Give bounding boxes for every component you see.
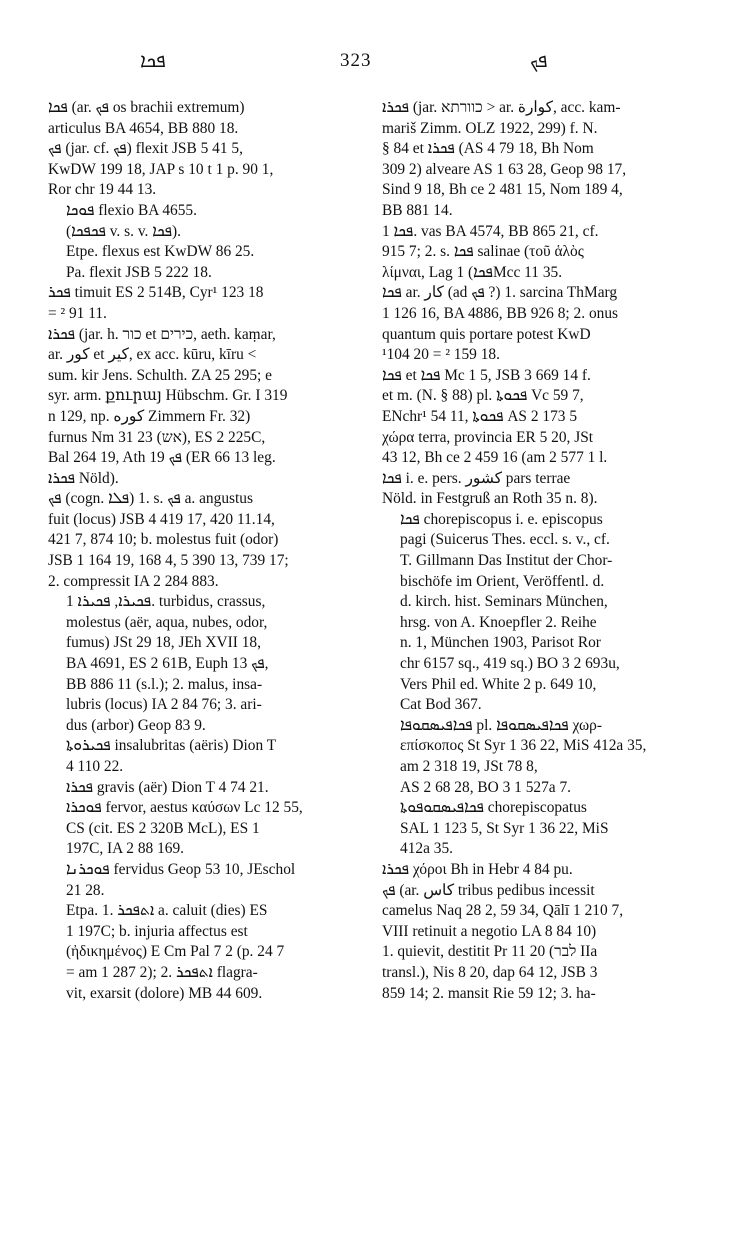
text-line: CS (cit. ES 2 320B McL), ES 1: [66, 819, 260, 837]
text-line: Cat Bod 367.: [400, 696, 482, 714]
text-line: bischöfe im Orient, Veröffentl. d.: [400, 572, 605, 590]
page-number: 323: [340, 50, 372, 71]
text-line: dus (arbor) Geop 83 9.: [66, 716, 206, 734]
text-line: ܦܟܐ ar. كار (ad ܦܟ ?) 1. sarcina ThMarg: [382, 284, 618, 302]
text-line: = ² 91 11.: [48, 304, 107, 322]
text-line: λίμναι, Lag ܦܟܐ) 1Mcc 11 35.: [382, 263, 563, 281]
text-line: KwDW 199 18, JAP s 10 t 1 p. 90 1,: [48, 160, 274, 178]
text-line: Sind 9 18, Bh ce 2 481 15, Nom 189 4,: [382, 181, 623, 199]
text-line: § 84 et ܦܟܪܐ (AS 4 79 18, Bh Nom: [382, 140, 594, 158]
text-line: BB 886 11 (s.l.); 2. malus, insa-: [66, 675, 263, 693]
text-line: ܦܘܟܪܢܐ fervidus Geop 53 10, JEschol: [66, 860, 296, 878]
text-line: d. kirch. hist. Seminars München,: [400, 593, 608, 611]
text-line: 309 2) alveare AS 1 63 28, Geop 98 17,: [382, 160, 627, 178]
text-line: ܦܟܪ timuit ES 2 514B, Cyr¹ 123 18: [48, 284, 264, 302]
page-header: [0, 50, 750, 80]
text-line: Vers Phil ed. White 2 p. 649 10,: [400, 675, 597, 693]
text-line: Etpe. flexus est KwDW 86 25.: [66, 243, 255, 261]
text-line: ܦܟܐ (ar. ܦܟ os brachii extremum): [48, 99, 245, 116]
text-line: Nöld. in Festgruß an Roth 35 n. 8).: [382, 490, 598, 508]
text-line: BA 4691, ES 2 61B, Euph ܦܟ 13,: [66, 655, 269, 673]
text-line: VIII retinuit a negotio LA 8 84 10): [382, 922, 597, 940]
text-line: et m. (N. § 88) pl. ܦܟܘܬܐ Vc 59 7,: [382, 387, 584, 405]
text-line: 197C, IA 2 88 169.: [66, 840, 184, 858]
text-line: molestus (aër, aqua, nubes, odor,: [66, 613, 268, 631]
text-line: 421 7, 874 10; b. molestus fuit (odor): [48, 531, 279, 549]
text-line: AS 2 68 28, BO 3 1 527a 7.: [400, 778, 572, 796]
text-line: syr. arm. քուրայ Hübschm. Gr. I 319: [48, 387, 288, 405]
text-line: ܦܟܪܐ gravis (aër) Dion T 4 74 21.: [66, 778, 269, 796]
text-line: ܦܘܟܐ flexio BA 4655.: [66, 201, 197, 219]
text-line: fumus) JSt 29 18, JEh XVII 18,: [66, 634, 261, 652]
text-line: Pa. flexit JSB 5 222 18.: [66, 263, 212, 281]
text-line: επίσκοπος St Syr 1 36 22, MiS 412a 35,: [400, 737, 647, 755]
text-line: ܦܟܝܪܐ, ܦܟܝܪܐ 1. turbidus, crassus,: [66, 593, 266, 611]
text-line: BB 881 14.: [382, 201, 453, 219]
text-line: camelus Naq 28 2, 59 34, Qālī 1 210 7,: [382, 902, 624, 920]
text-line: 1 197C; b. injuria affectus est: [66, 922, 248, 940]
text-line: ܦܟܐܦܝܣܩܘܦܐ pl. ܦܟܐܦܝܣܩܘܦܐ χωρ-: [400, 716, 602, 734]
text-line: 1. quievit, destitit Pr 11 20 (לבר IIa: [382, 943, 598, 961]
text-line: χώρα terra, provincia ER 5 20, JSt: [382, 428, 594, 446]
text-line: ܦܘܟܪܐ fervor, aestus καύσων Lc 12 55,: [66, 799, 303, 817]
text-line: 915 7; 2. s. ܦܟܐ salinae (τοῦ ἁλὸς: [382, 243, 584, 261]
text-line: n 129, np. كوره Zimmern Fr. 32): [48, 407, 251, 425]
text-line: 412a 35.: [400, 840, 454, 858]
text-line: ܦܟܐ 1. vas BA 4574, BB 865 21, cf.: [382, 222, 599, 240]
left-column: [48, 98, 366, 1004]
text-line: ܦܟܐ et ܦܟܐ Mc 1 5, JSB 3 669 14 f.: [382, 366, 591, 384]
text-line: n. 1, München 1903, Parisot Ror: [400, 634, 601, 652]
text-line: 2. compressit IA 2 284 883.: [48, 572, 219, 590]
text-line: = am 1 287 2); 2. ܐܬܦܟܪ flagra-: [66, 963, 258, 981]
text-line: fuit (locus) JSB 4 419 17, 420 11.14,: [48, 510, 275, 528]
text-line: furnus Nm 31 23 (אש), ES 2 225C,: [48, 428, 266, 446]
right-column: [382, 98, 704, 1004]
text-line: ܦܟܪܐ (jar. h. כור et כירים, aeth. kaṃar,: [48, 325, 276, 343]
text-line: Ror chr 19 44 13.: [48, 181, 157, 199]
text-line: (ἠδικημένος) E Cm Pal 7 2 (p. 24 7: [66, 943, 285, 961]
text-line: hrsg. von A. Knoepfler 2. Reihe: [400, 613, 597, 631]
text-line: ܦܟܪܐ Nöld).: [48, 469, 119, 487]
text-line: T. Gillmann Das Institut der Chor-: [400, 552, 613, 570]
text-line: ܦܟ (cogn. ܦܠܐ) 1. s. ܦܟ a. angustus: [48, 490, 253, 508]
text-line: vit, exarsit (dolore) MB 44 609.: [66, 984, 263, 1002]
text-line: ENchr¹ 54 11, ܦܟܘܬܐ AS 2 173 5: [382, 407, 578, 425]
text-line: 43 12, Bh ce 2 459 16 (am 2 577 1 l.: [382, 449, 608, 467]
text-line: JSB 1 164 19, 168 4, 5 390 13, 739 17;: [48, 552, 289, 570]
text-line: pagi (Suicerus Thes. eccl. s. v., cf.: [400, 531, 610, 549]
running-head-right: ܦܟ: [530, 50, 548, 72]
text-line: ar. كور et كير, ex acc. kūru, kīru <: [48, 346, 257, 364]
text-line: sum. kir Jens. Schulth. ZA 25 295; e: [48, 366, 273, 384]
text-line: ܦܟ (ar. كاس tribus pedibus incessit: [382, 881, 595, 899]
text-line: ܦܟ (jar. cf. ܦܟ) flexit JSB 5 41 5,: [48, 140, 243, 158]
running-head-left: ܦܟܐ: [140, 50, 166, 72]
text-line: Etpa. 1. ܐܬܦܟܪ a. caluit (dies) ES: [66, 902, 268, 920]
text-line: mariš Zimm. OLZ 1922, 299) f. N.: [382, 119, 598, 137]
text-line: 859 14; 2. mansit Rie 59 12; 3. ha-: [382, 984, 596, 1002]
text-line: 1 126 16, BA 4886, BB 926 8; 2. onus: [382, 304, 619, 322]
text-line: ܦܟܝܪܘܬܐ insalubritas (aëris) Dion T: [66, 737, 277, 755]
text-line: ܦܟܐ chorepiscopus i. e. episcopus: [400, 510, 603, 528]
text-line: articulus BA 4654, BB 880 18.: [48, 119, 239, 137]
text-line: quantum quis portare potest KwD: [382, 325, 591, 343]
text-line: am 2 318 19, JSt 78 8,: [400, 758, 538, 775]
text-line: lubris (locus) IA 2 84 76; 3. ari-: [66, 696, 262, 714]
text-line: ܦܟܪܐ (jar. כוורתא > ar. كوارة, acc. kam-: [382, 99, 621, 116]
text-line: Bal 264 19, Ath ܦܟ 19 (ER 66 13 leg.: [48, 449, 276, 467]
text-line: transl.), Nis 8 20, dap 64 12, JSB 3: [382, 963, 598, 981]
text-line: 4 110 22.: [66, 758, 124, 775]
text-line: ¹104 20 = ² 159 18.: [382, 346, 500, 364]
text-line: 21 28.: [66, 881, 105, 899]
text-line: ܦܟܐ i. e. pers. كشور pars terrae: [382, 469, 571, 487]
text-line: chr 6157 sq., 419 sq.) BO 3 2 693u,: [400, 655, 620, 673]
text-line: SAL 1 123 5, St Syr 1 36 22, MiS: [400, 819, 609, 837]
text-line: ܦܟܪܐ χόροι Bh in Hebr 4 84 pu.: [382, 860, 573, 878]
text-line: (ܦܟܦܟܐ v. s. v. ܦܟܐ).: [66, 222, 181, 240]
text-line: ܦܟܐܦܝܣܩܘܦܘܬܐ chorepiscopatus: [400, 799, 587, 817]
